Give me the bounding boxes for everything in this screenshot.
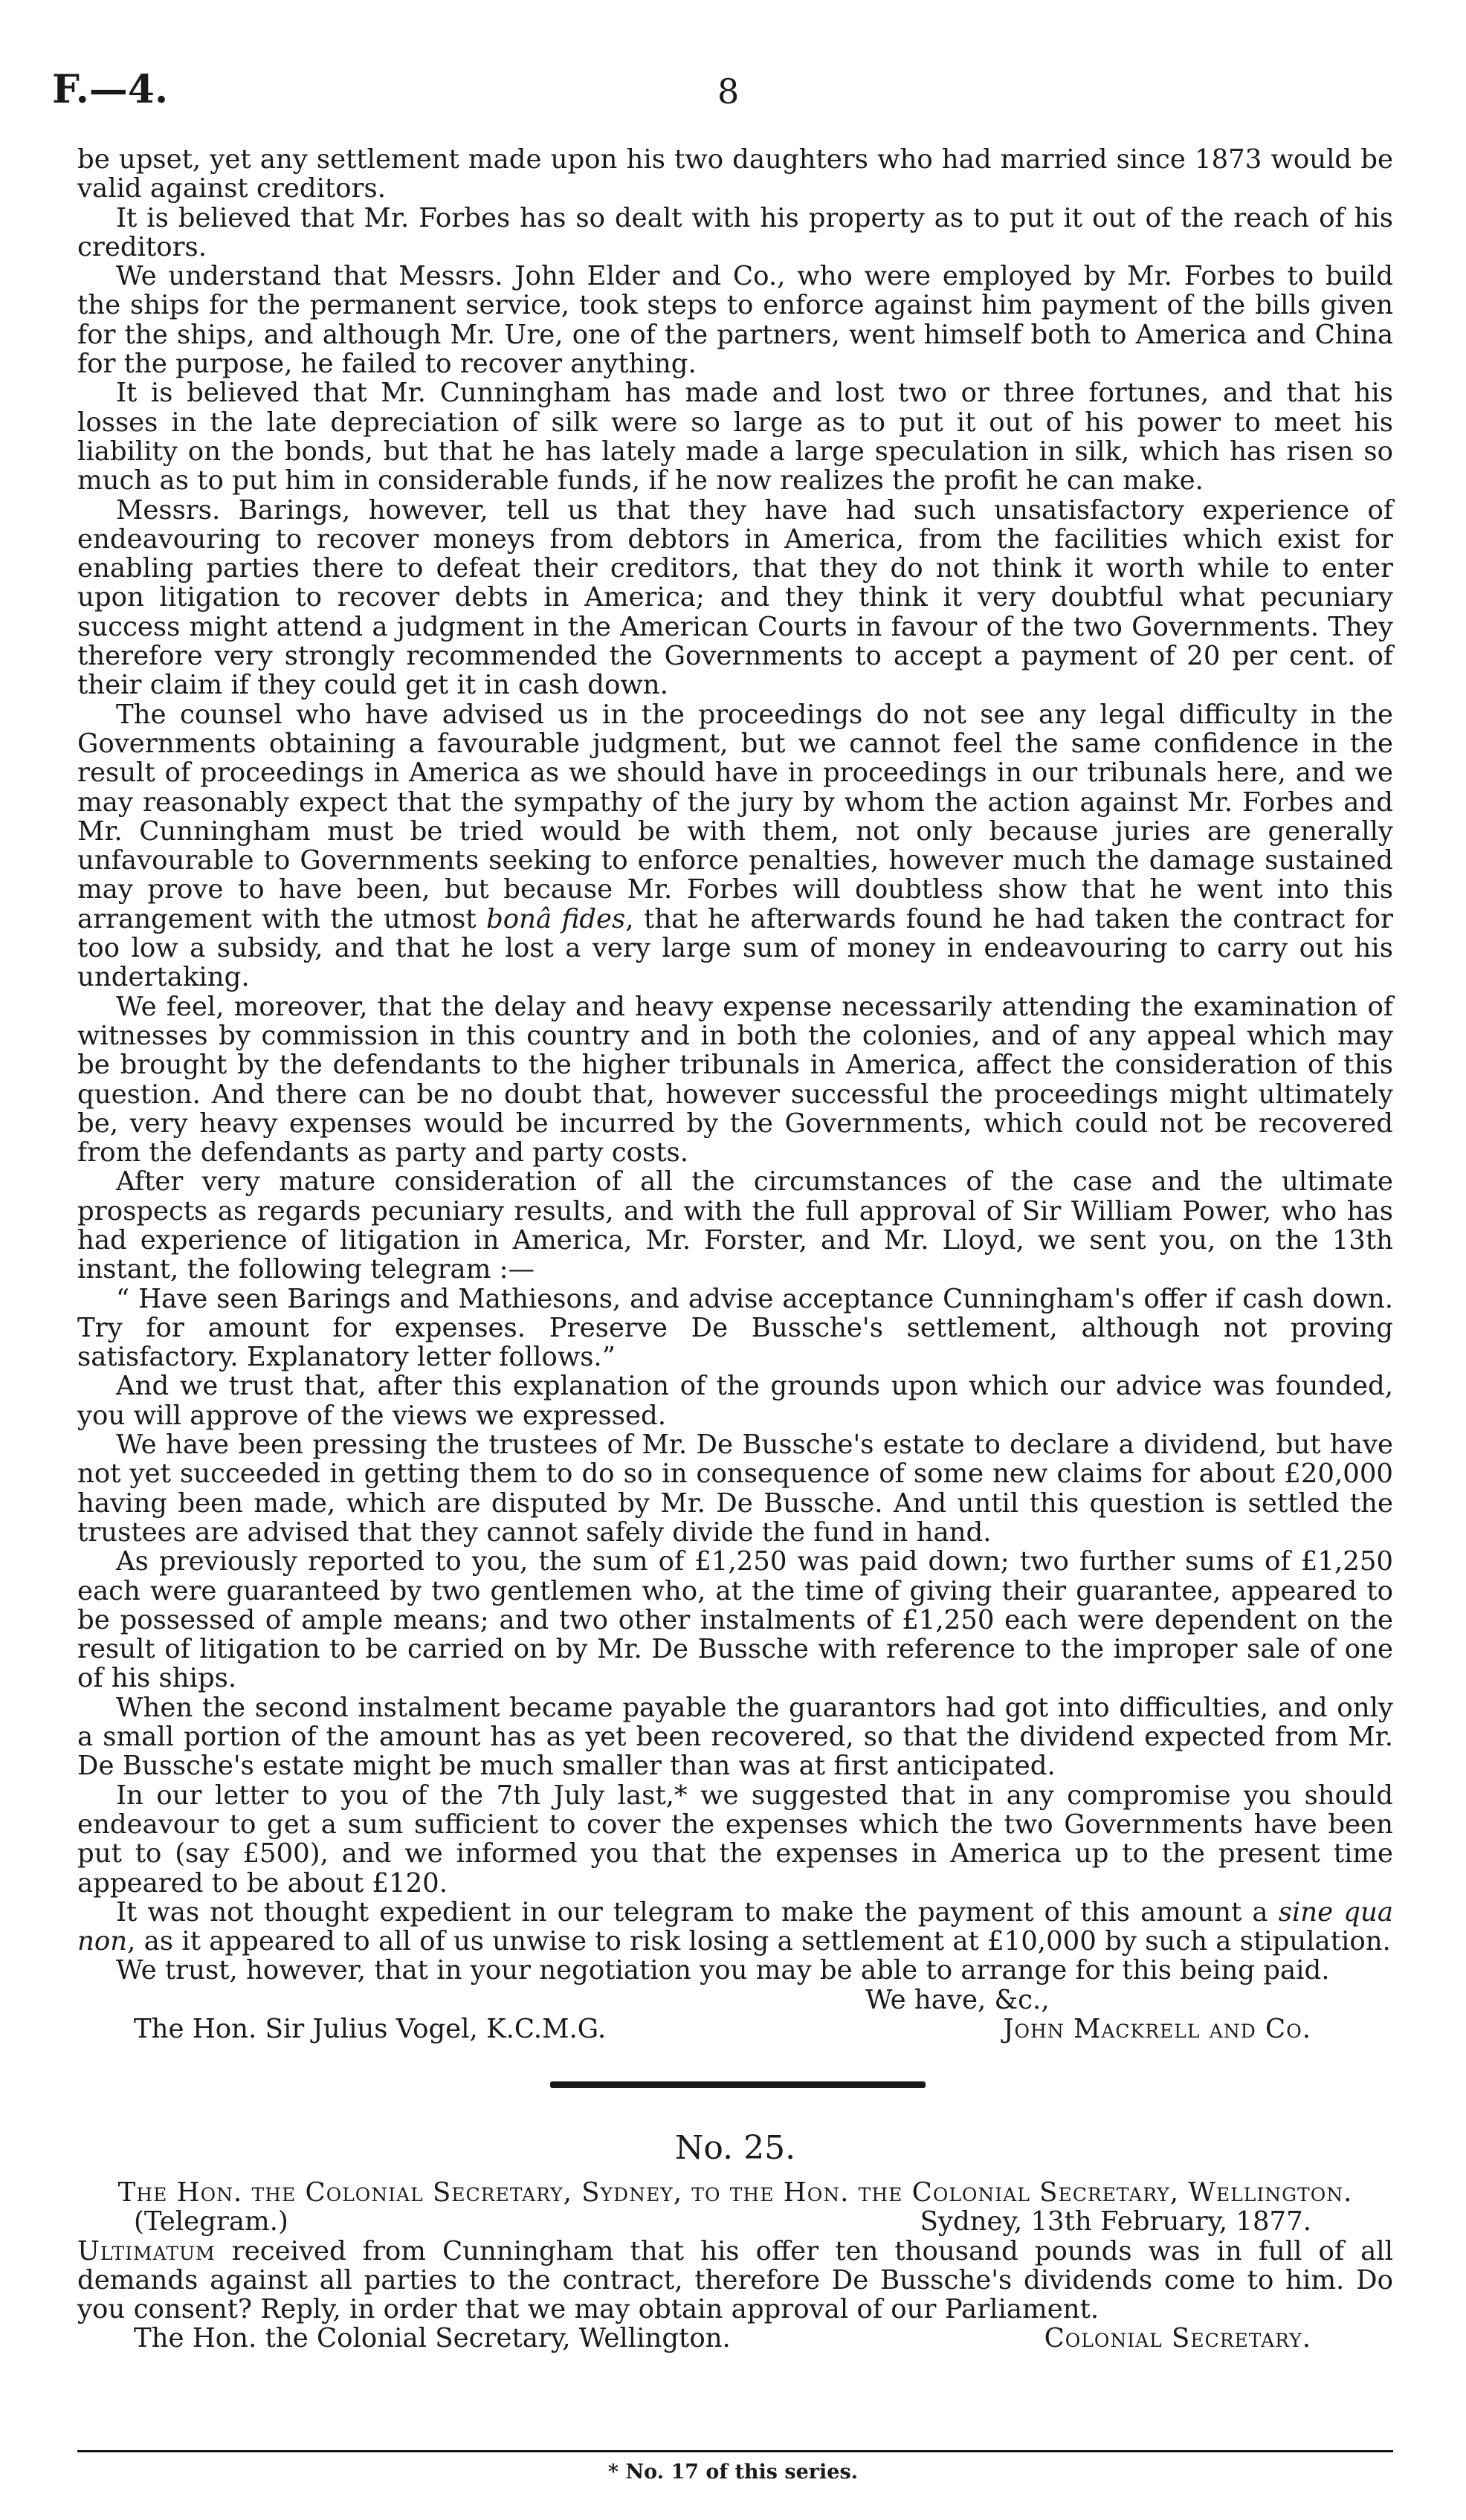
text-span: , as it appeared to all of us unwise to risk losing a settlement at £10,000 by such a stipulation. bbox=[127, 1926, 1391, 1957]
paragraph: Messrs. Barings, however, tell us that they have had such unsatisfactory experience of endeavouring to recover moneys from debtors in America, from the facilities which exist for enabling parties there to defeat their creditors, that they do not think it worth while to enter upon litigation to recover debts in America; and they think it very doubtful what pecuniary success might attend a judgment in the American Courts in favour of the two Governments. They therefore very strongly recommended the Governments to accept a payment of 20 per cent. of their claim if they could get it in cash down. bbox=[77, 494, 1393, 701]
paragraph: It is believed that Mr. Forbes has so dealt with his property as to put it out of the reach of his creditors. bbox=[77, 202, 1393, 262]
paragraph: We trust, however, that in your negotiation you may be able to arrange for this being paid. bbox=[116, 1955, 1330, 1986]
addressee: The Hon. the Colonial Secretary, Wellington. bbox=[134, 2323, 731, 2354]
letter-body bbox=[77, 145, 1393, 2044]
signature-row bbox=[77, 2324, 1393, 2353]
document-no-25 bbox=[77, 2126, 1393, 2353]
paragraph: We understand that Messrs. John Elder and Co., who were employed by Mr. Forbes to build the ships for the permanent service, took steps to enforce against him payment of the bills given for the ships, and although Mr. Ure, one of the partners, went himself both to America and China for the purpose, he failed to recover anything. bbox=[77, 261, 1393, 380]
paragraph bbox=[77, 700, 1393, 992]
section-divider bbox=[550, 2081, 926, 2088]
telegram-header bbox=[77, 2207, 1393, 2236]
paragraph: As previously reported to you, the sum of £1,250 was paid down; two further sums of £1,250 each were guaranteed by two gentlemen who, at the time of giving their guarantee, appeared to be possessed of ample means; and two other instalments of £1,250 each were dependent on the result of litigation to be carried on by Mr. De Bussche with reference to the improper sale of one of his ships. bbox=[77, 1546, 1393, 1694]
telegram-body bbox=[77, 2237, 1393, 2324]
paragraph: And we trust that, after this explanation of the grounds upon which our advice was founded, you will approve of the views we expressed. bbox=[77, 1371, 1393, 1431]
route-line: The Hon. the Colonial Secretary, Sydney, to the Hon. the Colonial Secretary, Wellington. bbox=[117, 2177, 1353, 2208]
paragraph: When the second instalment became payable the guarantors had got into difficulties, and only a small portion of the amount has as yet been recovered, so that the dividend expected from Mr. De Bussche's estate might be much smaller than was at first anticipated. bbox=[77, 1692, 1393, 1782]
telegram-label: (Telegram.) bbox=[134, 2206, 288, 2238]
signatory: John Mackrell and Co. bbox=[1003, 2014, 1311, 2044]
paragraph: It is believed that Mr. Cunningham has made and lost two or three fortunes, and that his losses in the late depreciation of silk were so large as to put it out of his power to meet his liability on the bonds, but that he has lately made a large speculation in silk, which has risen so much as to put him in considerable funds, if he now realizes the profit he can make. bbox=[77, 378, 1393, 497]
text-span: The counsel who have advised us in the proceedings do not see any legal difficulty in the Governments obtaining a favourable judgment, but we cannot feel the same confidence in the result of proceedings in America as we should have in proceedings in our tribunals here, and we may reasonably expect that the sympathy of the jury by whom the action against Mr. Forbes and Mr. Cunningham must be tried would be with them, not only because juries are generally unfavourable to Governments seeking to enforce penalties, however much the damage sustained may prove to have been, but because Mr. Forbes will doubtless show that he went into this arrangement with the utmost bbox=[77, 699, 1393, 934]
series-reference: F.—4. bbox=[52, 67, 169, 112]
paragraph bbox=[77, 1898, 1393, 1957]
paragraph: After very mature consideration of all the circumstances of the case and the ultimate prospects as regards pecuniary results, and with the full approval of Sir William Power, who has had experience of litigation in America, Mr. Forster, and Mr. Lloyd, we sent you, on the 13th instant, the following telegram :— bbox=[77, 1166, 1393, 1285]
italic-phrase: sine qua non bbox=[77, 1896, 1394, 1957]
lead-word: Ultimatum bbox=[77, 2235, 216, 2267]
signature-row bbox=[77, 2015, 1393, 2044]
place-date: Sydney, 13th February, 1877. bbox=[920, 2206, 1311, 2238]
paragraph: We feel, moreover, that the delay and heavy expense necessarily attending the examination of witnesses by commission in this country and in both the colonies, and of any appeal which may be brought by the defendants to the higher tribunals in America, affect the consideration of this question. And there can be no doubt that, however successful the proceedings might ultimately be, very heavy expenses would be incurred by the Governments, which could not be recovered from the defendants as party and party costs. bbox=[77, 991, 1393, 1169]
paragraph: In our letter to you of the 7th July last,* we suggested that in any compromise you should endeavour to get a sum sufficient to cover the expenses which the two Governments have been put to (say £500), and we informed you that the expenses in America up to the present time appeared to be about £120. bbox=[77, 1780, 1393, 1899]
footnote: * No. 17 of this series. bbox=[607, 2461, 859, 2484]
italic-phrase: bonâ fides bbox=[486, 903, 626, 934]
paragraph: be upset, yet any settlement made upon his two daughters who had married since 1873 would be valid against creditors. bbox=[77, 144, 1393, 204]
addressee: The Hon. Sir Julius Vogel, K.C.M.G. bbox=[134, 2014, 607, 2044]
paragraph: We have been pressing the trustees of Mr. De Bussche's estate to declare a dividend, but have not yet succeeded in getting them to do so in consequence of some new claims for about £20,000 having been made, which are disputed by Mr. De Bussche. And until this question is settled the trustees are advised that they cannot safely divide the fund in hand. bbox=[77, 1429, 1393, 1548]
page-number: 8 bbox=[717, 71, 740, 112]
signatory: Colonial Secretary. bbox=[1044, 2323, 1311, 2354]
footnote-rule bbox=[77, 2450, 1393, 2452]
text-span: It was not thought expedient in our telegram to make the payment of this amount a bbox=[116, 1896, 1279, 1928]
telegram-quote: “ Have seen Barings and Mathiesons, and advise acceptance Cunningham's offer if cash down. Try for amount for expenses. Preserve De Bussche's settlement, although not proving satisfactory. Explanatory letter follows.” bbox=[77, 1283, 1393, 1373]
document-number-title: No. 25. bbox=[674, 2129, 796, 2167]
text-span: received from Cunningham that his offer ten thousand pounds was in full of all demands against all parties to the contract, therefore De Bussche's dividends come to him. Do you consent? Reply, in order that we may obtain approval of our Parliament. bbox=[77, 2235, 1393, 2325]
text-span: , that he afterwards found he had taken the contract for too low a subsidy, and that he lost a very large sum of money in endeavouring to carry out his undertaking. bbox=[77, 903, 1394, 993]
closing-line: We have, &c., bbox=[865, 1984, 1050, 2015]
